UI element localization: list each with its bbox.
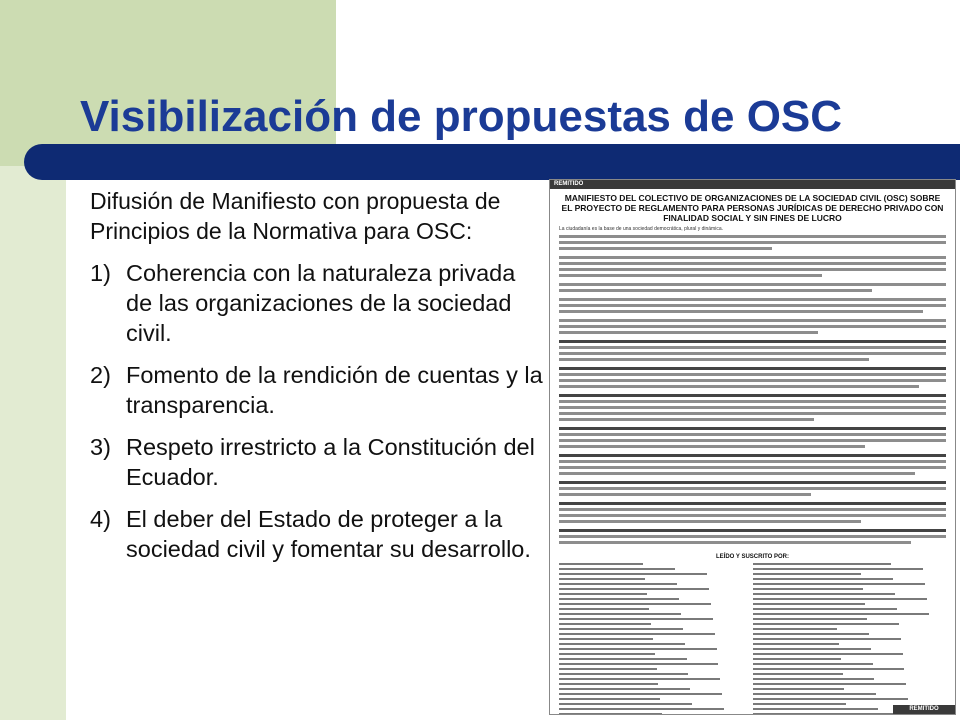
signatory-line <box>753 703 847 705</box>
document-text-line <box>559 439 946 442</box>
document-signatories <box>550 563 955 715</box>
document-text-line <box>559 262 946 265</box>
signatory-line <box>559 708 724 710</box>
document-text-line <box>559 454 946 457</box>
document-text-line <box>559 394 946 397</box>
signatory-line <box>753 603 866 605</box>
signatory-line <box>559 603 711 605</box>
signatory-line <box>753 618 867 620</box>
document-text-line <box>559 466 946 469</box>
signatory-line <box>753 713 911 715</box>
signatory-line <box>753 648 871 650</box>
signatory-line <box>559 613 681 615</box>
signatory-line <box>559 623 651 625</box>
document-text-line <box>559 298 946 301</box>
signatory-line <box>753 663 873 665</box>
principle-number: 3) <box>90 434 111 460</box>
signatory-line <box>559 583 677 585</box>
signatory-line <box>559 693 722 695</box>
signatory-line <box>559 658 687 660</box>
document-text-line <box>559 412 946 415</box>
document-text-line <box>559 433 946 436</box>
document-text-line <box>559 529 946 532</box>
signatory-line <box>753 633 869 635</box>
principle-text: Fomento de la rendición de cuentas y la transparencia. <box>126 362 543 418</box>
signatory-line <box>753 678 875 680</box>
signatory-line <box>753 658 841 660</box>
document-text-line <box>559 418 814 421</box>
document-first-line: La ciudadanía es la base de una sociedad democrática, plural y dinámica. <box>559 226 723 232</box>
signatories-column-left <box>559 563 753 715</box>
signatory-line <box>753 573 862 575</box>
signatory-line <box>753 583 926 585</box>
document-text-line <box>559 235 946 238</box>
signatory-line <box>753 638 901 640</box>
document-text-line <box>559 379 946 382</box>
signatory-line <box>753 613 929 615</box>
signatory-line <box>559 653 655 655</box>
signatory-line <box>753 688 845 690</box>
document-text-line <box>559 427 946 430</box>
signatory-line <box>753 643 839 645</box>
document-text-line <box>559 358 869 361</box>
signatory-line <box>559 673 688 675</box>
signatory-line <box>753 598 927 600</box>
principle-item <box>90 432 546 492</box>
signatory-line <box>559 618 713 620</box>
document-text-line <box>559 289 872 292</box>
principle-number: 1) <box>90 260 111 286</box>
signatory-line <box>559 683 658 685</box>
signatory-line <box>753 568 924 570</box>
document-text-line <box>559 406 946 409</box>
document-text-line <box>559 319 946 322</box>
document-text-line <box>559 460 946 463</box>
signatory-line <box>559 568 675 570</box>
principle-text: Respeto irrestricto a la Constitución del Ecuador. <box>126 434 535 490</box>
document-text-line <box>559 256 946 259</box>
signatory-line <box>559 648 717 650</box>
intro-text: Difusión de Manifiesto con propuesta de Principios de la Normativa para OSC: <box>90 188 501 244</box>
signatory-line <box>559 688 690 690</box>
document-text-line <box>559 247 772 250</box>
document-text-line <box>559 481 946 484</box>
principle-number: 4) <box>90 506 111 532</box>
signatory-line <box>753 623 899 625</box>
signatories-column-right <box>753 563 947 715</box>
document-text-line <box>559 493 811 496</box>
signatory-line <box>559 713 662 715</box>
signatory-line <box>559 588 709 590</box>
document-text-line <box>559 514 946 517</box>
decorative-left-strip <box>0 166 66 720</box>
document-footer-tag: REMITIDO <box>893 705 955 714</box>
document-text-line <box>559 445 865 448</box>
signatory-line <box>559 608 649 610</box>
document-text-line <box>559 541 911 544</box>
signatory-line <box>559 593 647 595</box>
signatory-line <box>559 703 692 705</box>
signatory-line <box>753 708 879 710</box>
signatory-line <box>559 638 653 640</box>
signatory-line <box>559 573 707 575</box>
document-text-line <box>559 352 946 355</box>
slide-title: Visibilización de propuestas de OSC <box>80 92 843 141</box>
signatory-line <box>753 693 877 695</box>
document-text-line <box>559 502 946 505</box>
document-header-tag: REMITIDO <box>550 180 955 189</box>
document-text-line <box>559 373 946 376</box>
document-text-line <box>559 508 946 511</box>
signatory-line <box>753 608 897 610</box>
document-text-line <box>559 283 946 286</box>
signatory-line <box>753 653 903 655</box>
document-text-line <box>559 346 946 349</box>
document-text-line <box>559 472 915 475</box>
document-text-line <box>559 274 822 277</box>
slide-body <box>90 186 546 576</box>
signatory-line <box>753 698 909 700</box>
signatory-line <box>559 578 645 580</box>
signatory-line <box>753 588 864 590</box>
signatory-line <box>753 593 896 595</box>
signatory-line <box>753 563 892 565</box>
signatory-line <box>559 663 718 665</box>
signatory-line <box>559 563 643 565</box>
manifesto-document-image <box>549 179 956 715</box>
document-text-line <box>559 304 946 307</box>
document-text-line <box>559 487 946 490</box>
signatory-line <box>559 633 715 635</box>
principle-item <box>90 360 546 420</box>
document-text-line <box>559 310 923 313</box>
document-text-line <box>559 331 818 334</box>
document-text-line <box>559 385 919 388</box>
document-text-line <box>559 367 946 370</box>
document-body-text <box>550 235 955 550</box>
document-text-line <box>559 400 946 403</box>
signatory-line <box>753 628 837 630</box>
document-text-line <box>559 268 946 271</box>
principle-number: 2) <box>90 362 111 388</box>
principle-item <box>90 504 546 564</box>
document-title: MANIFIESTO DEL COLECTIVO DE ORGANIZACIONES DE LA SOCIEDAD CIVIL (OSC) SOBRE EL PROYECTO DE REGLAMENTO PARA PERSONAS JURÍDICAS DE DERECHO PRIVADO CON FINALIDAD SOCIAL Y SIN FINES DE LUCRO <box>561 193 944 223</box>
signatory-line <box>559 668 657 670</box>
document-text-line <box>559 241 946 244</box>
signatory-line <box>753 683 907 685</box>
document-text-line <box>559 325 946 328</box>
signatory-line <box>559 598 679 600</box>
title-underline-bar <box>24 144 960 180</box>
principle-text: Coherencia con la naturaleza privada de las organizaciones de la sociedad civil. <box>126 260 516 346</box>
principle-item <box>90 258 546 348</box>
signatory-line <box>753 673 843 675</box>
signatory-line <box>559 698 660 700</box>
signatory-line <box>559 643 685 645</box>
principle-text: El deber del Estado de proteger a la sociedad civil y fomentar su desarrollo. <box>126 506 531 562</box>
document-signed-heading: LEÍDO Y SUSCRITO POR: <box>715 554 789 560</box>
signatory-line <box>559 628 683 630</box>
document-text-line <box>559 520 861 523</box>
signatory-line <box>753 668 905 670</box>
signatory-line <box>559 678 720 680</box>
document-text-line <box>559 340 946 343</box>
signatory-line <box>753 578 894 580</box>
document-text-line <box>559 535 946 538</box>
